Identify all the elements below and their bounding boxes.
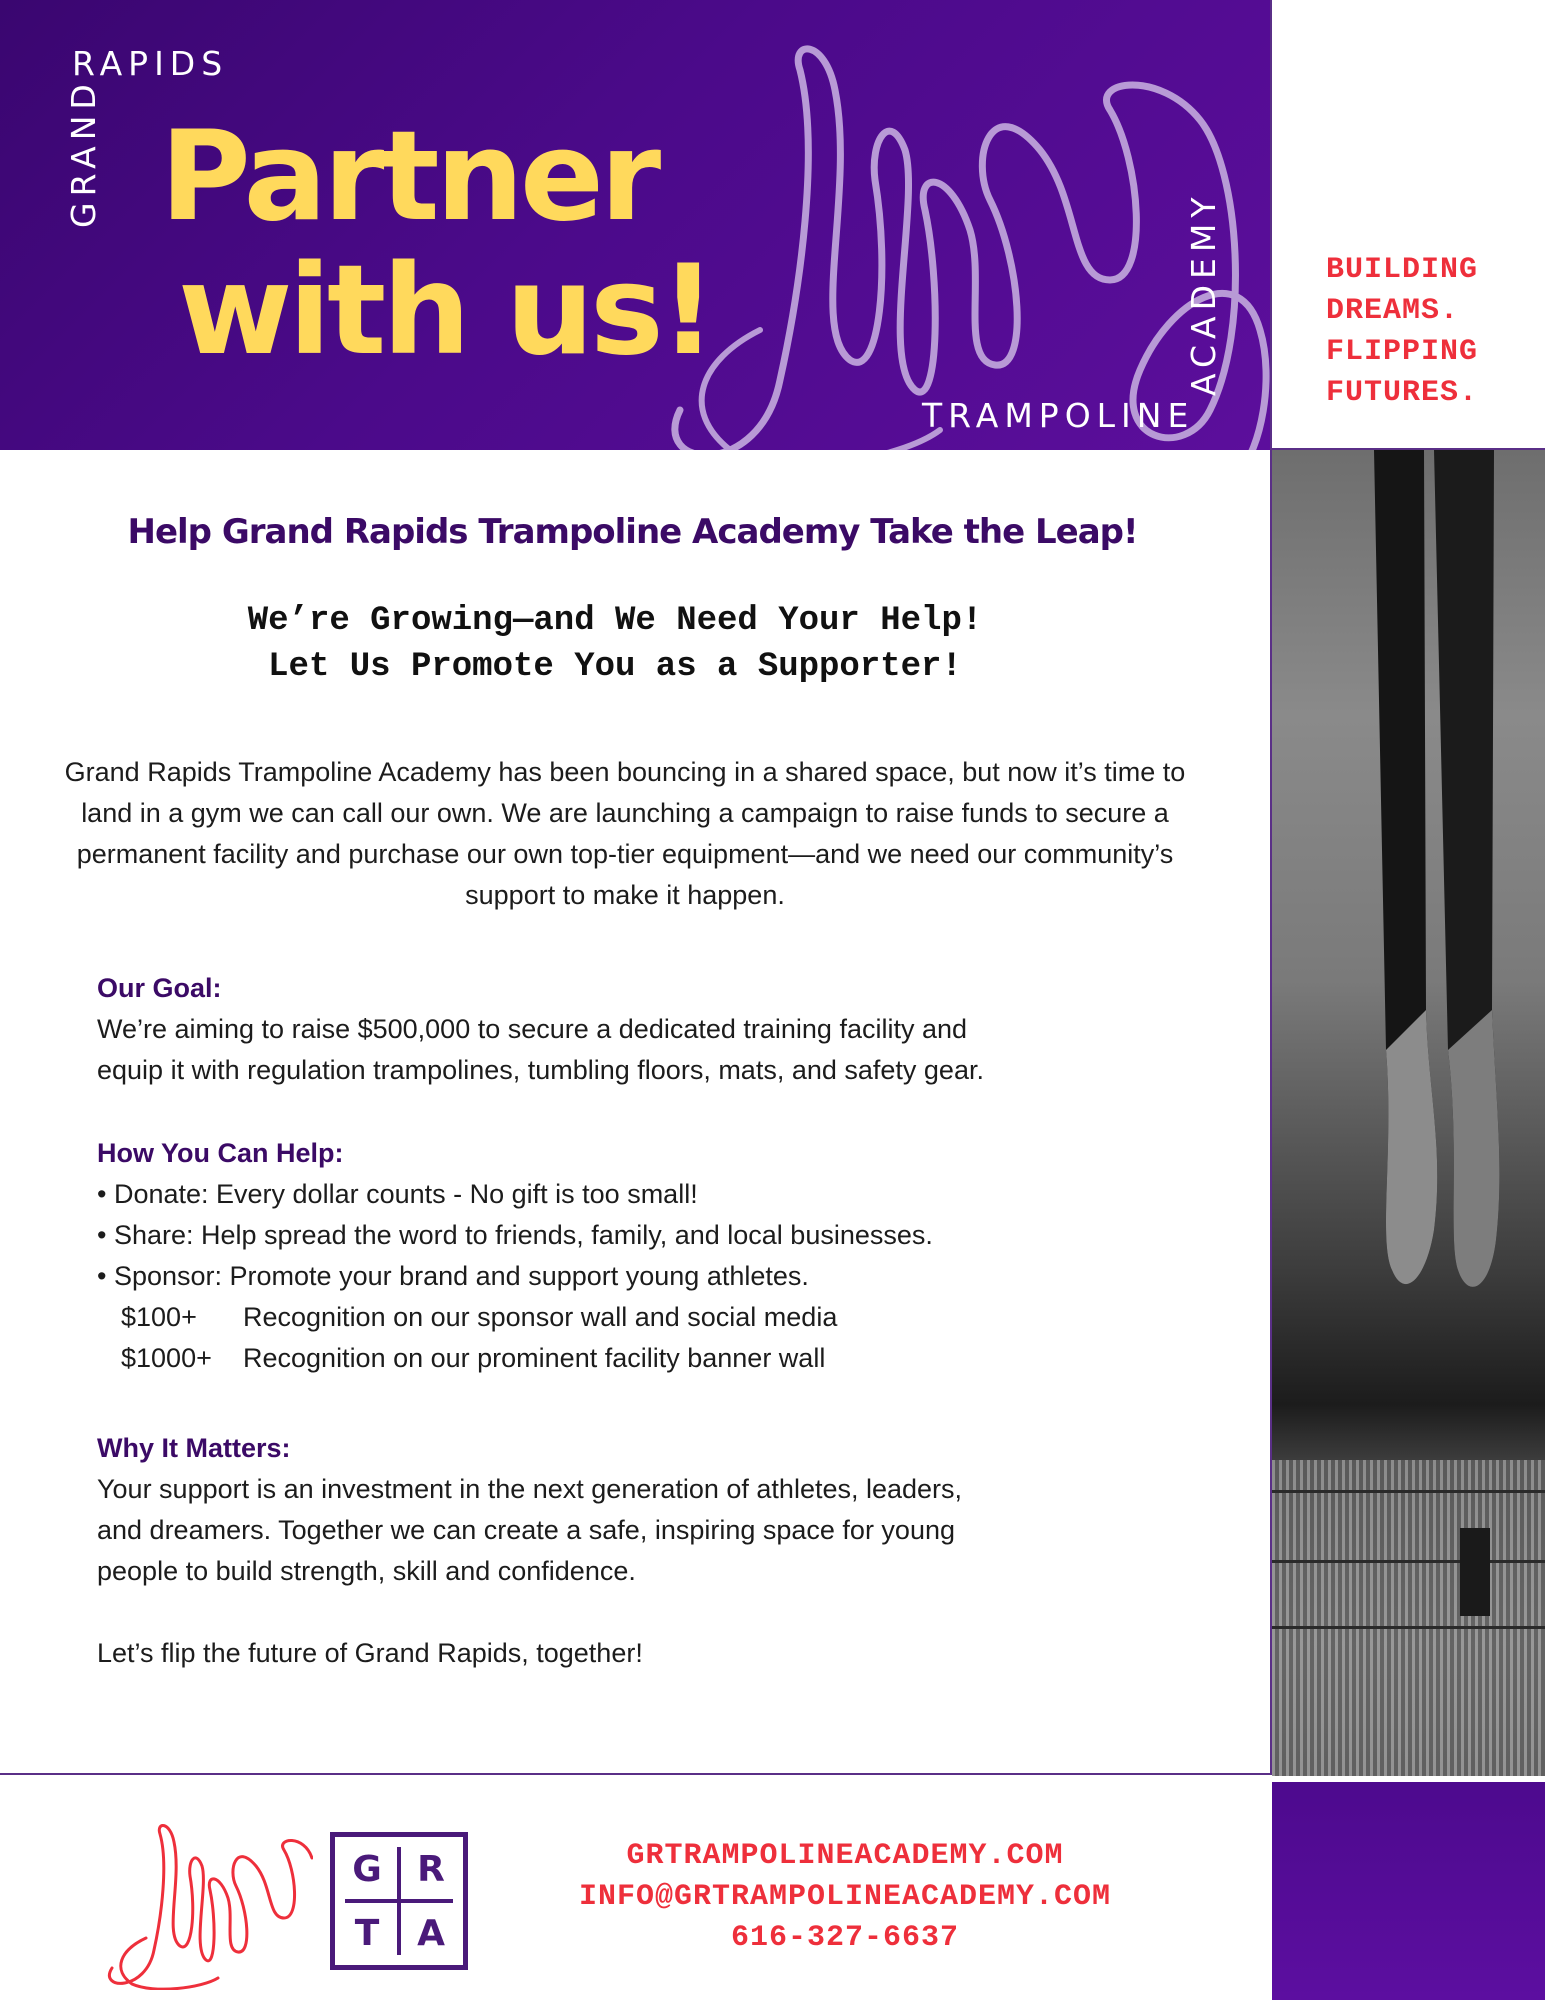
trampoline-floor <box>1272 1460 1545 1776</box>
gymnast-scribble-logo-icon <box>640 30 1270 450</box>
goal-text-line: We’re aiming to raise $500,000 to secure a dedicated training facility and <box>97 1014 968 1044</box>
spacer <box>97 1592 1217 1633</box>
why-heading: Why It Matters: <box>97 1433 291 1463</box>
sponsor-tier <box>97 1297 1217 1338</box>
title-line-2: with us! <box>178 239 713 383</box>
closing-line: Let’s flip the future of Grand Rapids, together! <box>97 1638 643 1668</box>
callout <box>0 598 1230 690</box>
goal-heading: Our Goal: <box>97 973 222 1003</box>
grta-monogram-icon <box>330 1832 468 1970</box>
monogram-letter: A <box>417 1912 445 1954</box>
why-line: Your support is an investment in the next generation of athletes, leaders, <box>97 1474 963 1504</box>
title-line-1: Partner <box>160 105 658 249</box>
help-heading: How You Can Help: <box>97 1138 344 1168</box>
footer-divider <box>0 1773 1270 1775</box>
intro-paragraph: Grand Rapids Trampoline Academy has been bouncing in a shared space, but now it’s time to land in a gym we can call our own. We are launching a campaign to raise funds to secure a permanent facility and purchase our own top-tier equipment—and we need our community’s support to make it happen. <box>64 757 1186 910</box>
header-grand-text: GRAND <box>64 78 103 228</box>
goal-text-line: equip it with regulation trampolines, tumbling floors, mats, and safety gear. <box>97 1055 984 1085</box>
monogram-letter: R <box>417 1848 445 1890</box>
goal-section <box>97 968 1217 1091</box>
help-item: • Donate: Every dollar counts - No gift is too small! <box>97 1179 698 1209</box>
website-link[interactable]: GRTRAMPOLINEACADEMY.COM <box>626 1839 1064 1873</box>
tagline-line: FUTURES. <box>1326 376 1479 410</box>
athlete-legs-image <box>1364 450 1514 1310</box>
tagline <box>1326 250 1478 414</box>
help-item: • Share: Help spread the word to friends, family, and local businesses. <box>97 1220 933 1250</box>
header-rapids-text: RAPIDS <box>72 44 229 83</box>
why-line: and dreamers. Together we can create a safe, inspiring space for young <box>97 1515 956 1545</box>
sponsor-tier <box>97 1338 1217 1379</box>
callout-line-1: We’re Growing—and We Need Your Help! <box>247 602 983 640</box>
floor-seam <box>1272 1560 1545 1563</box>
tagline-line: FLIPPING <box>1326 335 1479 369</box>
callout-line-2: Let Us Promote You as a Supporter! <box>268 648 962 686</box>
monogram-letter: G <box>352 1848 382 1890</box>
header-academy-text: ACADEMY <box>1184 191 1223 396</box>
tier-benefit: Recognition on our prominent facility banner wall <box>243 1343 826 1373</box>
gymnast-scribble-logo-icon <box>98 1818 313 1990</box>
help-item: • Sponsor: Promote your brand and support young athletes. <box>97 1261 809 1291</box>
header-trampoline-text: TRAMPOLINE <box>922 396 1195 435</box>
email-link[interactable]: INFO@GRTRAMPOLINEACADEMY.COM <box>578 1880 1112 1914</box>
subheadline: Help Grand Rapids Trampoline Academy Take the Leap! <box>127 512 1138 552</box>
floor-seam <box>1272 1490 1545 1493</box>
page-title <box>160 105 713 383</box>
tier-benefit: Recognition on our sponsor wall and social media <box>243 1302 838 1332</box>
tagline-line: DREAMS. <box>1326 294 1460 328</box>
floor-pad <box>1460 1528 1490 1616</box>
contact-block <box>540 1836 1150 1959</box>
header-banner <box>0 0 1270 450</box>
why-section <box>97 1428 1217 1674</box>
tier-amount: $1000+ <box>121 1343 212 1373</box>
why-line: people to build strength, skill and confidence. <box>97 1556 636 1586</box>
tagline-line: BUILDING <box>1326 253 1479 287</box>
athlete-photo <box>1272 448 1545 1776</box>
tier-amount: $100+ <box>121 1302 197 1332</box>
phone-link[interactable]: 616-327-6637 <box>730 1921 960 1955</box>
footer-accent-block <box>1272 1782 1545 2000</box>
floor-seam <box>1272 1626 1545 1629</box>
help-section <box>97 1133 1217 1379</box>
monogram-letter: T <box>354 1912 380 1954</box>
